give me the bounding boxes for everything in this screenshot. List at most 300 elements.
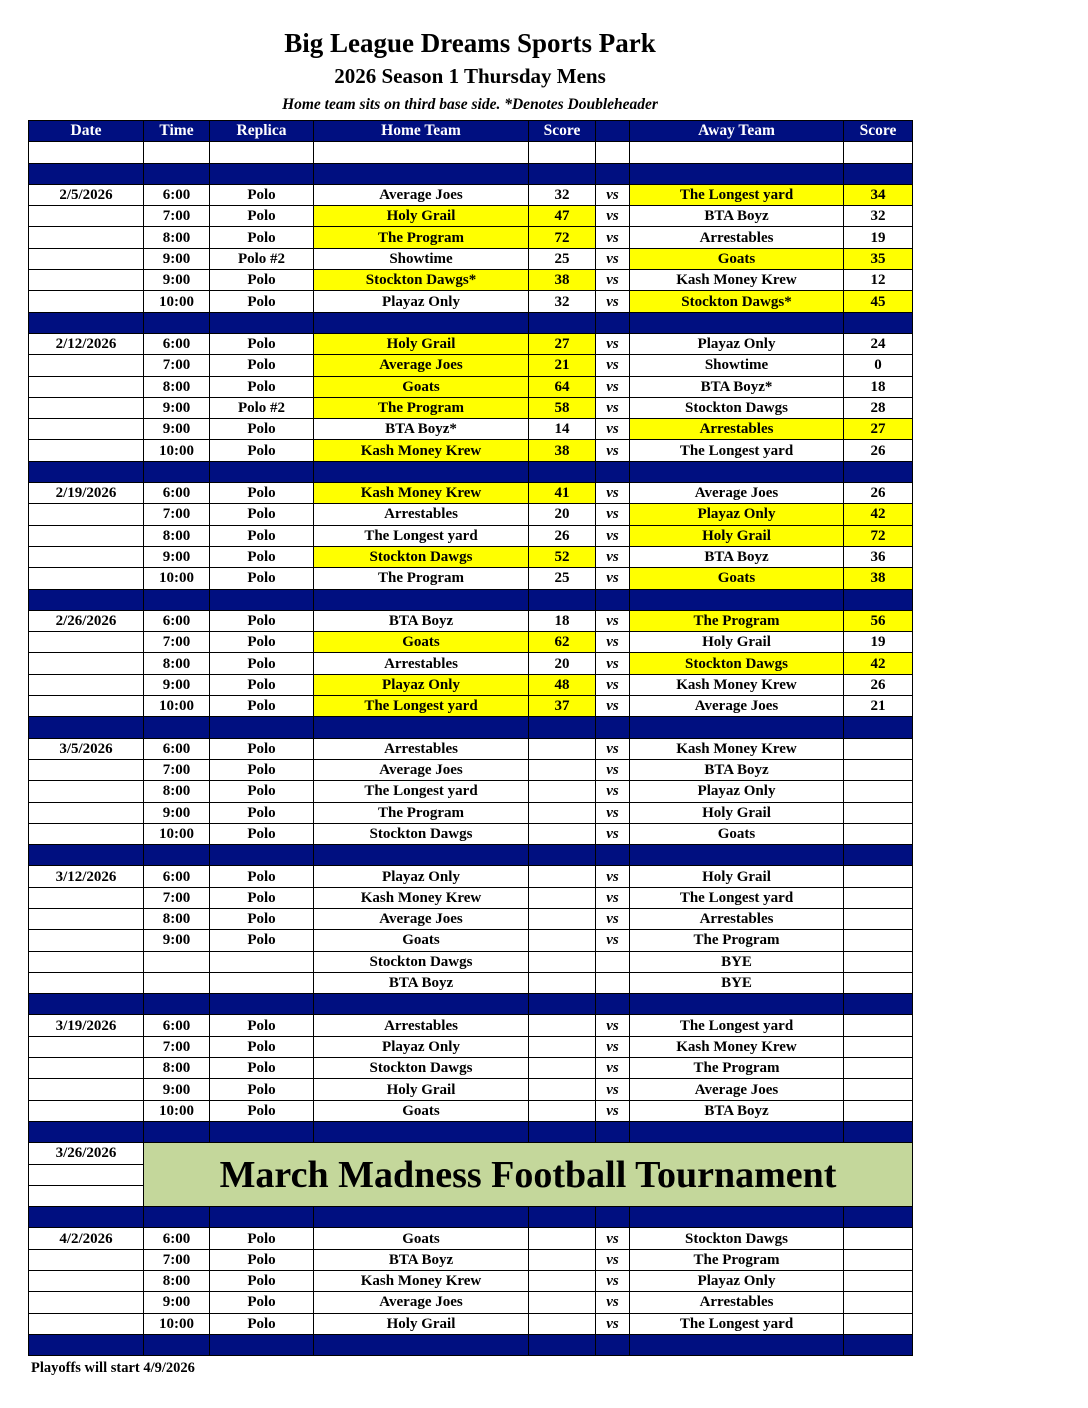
separator-cell — [596, 312, 630, 333]
vs-label: vs — [596, 781, 630, 802]
home-score — [529, 887, 596, 908]
game-time: 7:00 — [144, 1249, 210, 1270]
game-row — [29, 781, 913, 802]
away-team: BYE — [630, 972, 844, 993]
game-time: 9:00 — [144, 419, 210, 440]
home-team: Kash Money Krew — [314, 440, 529, 461]
separator-cell — [29, 1121, 144, 1142]
home-score: 26 — [529, 525, 596, 546]
away-team: Goats — [630, 568, 844, 589]
away-team: Showtime — [630, 355, 844, 376]
separator-cell — [144, 312, 210, 333]
game-time: 6:00 — [144, 1228, 210, 1249]
game-replica: Polo — [210, 546, 314, 567]
game-row — [29, 1079, 913, 1100]
separator-cell — [844, 589, 913, 610]
home-team: Stockton Dawgs — [314, 1058, 529, 1079]
week-date: 2/26/2026 — [29, 610, 144, 631]
game-row — [29, 632, 913, 653]
vs-label: vs — [596, 483, 630, 504]
home-team: The Program — [314, 227, 529, 248]
game-row — [29, 291, 913, 312]
home-team: Goats — [314, 1100, 529, 1121]
schedule-note: Home team sits on third base side. *Denotes Doubleheader — [282, 96, 658, 113]
home-team: Average Joes — [314, 759, 529, 780]
home-team: Stockton Dawgs* — [314, 270, 529, 291]
vs-label: vs — [596, 1249, 630, 1270]
game-replica: Polo — [210, 930, 314, 951]
separator-cell — [630, 1121, 844, 1142]
away-team: Average Joes — [630, 1079, 844, 1100]
away-score — [844, 781, 913, 802]
empty-cell — [596, 972, 630, 993]
game-replica: Polo — [210, 333, 314, 354]
game-replica: Polo — [210, 419, 314, 440]
game-time: 7:00 — [144, 887, 210, 908]
separator-cell — [210, 717, 314, 738]
away-score — [844, 1313, 913, 1334]
away-score — [844, 1058, 913, 1079]
game-time: 7:00 — [144, 759, 210, 780]
game-row — [29, 908, 913, 929]
home-team: Holy Grail — [314, 206, 529, 227]
empty-cell — [29, 887, 144, 908]
empty-cell — [29, 504, 144, 525]
home-team: The Program — [314, 568, 529, 589]
away-score — [844, 823, 913, 844]
col-header-time: Time — [144, 121, 210, 142]
game-row — [29, 653, 913, 674]
away-score: 38 — [844, 568, 913, 589]
away-team: Arrestables — [630, 419, 844, 440]
separator-cell — [29, 717, 144, 738]
home-team: Kash Money Krew — [314, 483, 529, 504]
separator-cell — [844, 1334, 913, 1355]
game-row — [29, 397, 913, 418]
away-team: Stockton Dawgs — [630, 397, 844, 418]
separator-cell — [630, 1334, 844, 1355]
game-row — [29, 270, 913, 291]
home-team: BTA Boyz* — [314, 419, 529, 440]
home-team: Average Joes — [314, 184, 529, 205]
week-date: 2/5/2026 — [29, 184, 144, 205]
empty-cell — [529, 142, 596, 163]
separator-cell — [314, 845, 529, 866]
empty-cell — [29, 972, 144, 993]
separator-cell — [529, 1207, 596, 1228]
separator-cell — [596, 1121, 630, 1142]
col-header-home-score: Score — [529, 121, 596, 142]
home-team: BTA Boyz — [314, 610, 529, 631]
home-score: 52 — [529, 546, 596, 567]
vs-label: vs — [596, 1228, 630, 1249]
game-time: 8:00 — [144, 1271, 210, 1292]
empty-cell — [29, 759, 144, 780]
home-score — [529, 1079, 596, 1100]
game-row — [29, 248, 913, 269]
game-time: 6:00 — [144, 866, 210, 887]
away-team: The Longest yard — [630, 184, 844, 205]
game-time: 9:00 — [144, 270, 210, 291]
away-team: Goats — [630, 823, 844, 844]
game-row — [29, 674, 913, 695]
vs-label: vs — [596, 802, 630, 823]
home-team: Goats — [314, 632, 529, 653]
home-team: The Program — [314, 397, 529, 418]
vs-label: vs — [596, 184, 630, 205]
separator-cell — [529, 461, 596, 482]
empty-cell — [29, 376, 144, 397]
away-team: BTA Boyz — [630, 1100, 844, 1121]
separator-cell — [844, 1207, 913, 1228]
separator-cell — [596, 994, 630, 1015]
vs-label: vs — [596, 696, 630, 717]
home-score: 25 — [529, 248, 596, 269]
empty-cell — [29, 930, 144, 951]
game-replica: Polo — [210, 823, 314, 844]
home-score — [529, 1313, 596, 1334]
vs-label: vs — [596, 1313, 630, 1334]
away-score: 12 — [844, 270, 913, 291]
home-team: Average Joes — [314, 355, 529, 376]
empty-cell — [29, 1249, 144, 1270]
week-separator — [29, 589, 913, 610]
away-score: 45 — [844, 291, 913, 312]
home-score — [529, 1015, 596, 1036]
game-time: 8:00 — [144, 525, 210, 546]
away-score: 36 — [844, 546, 913, 567]
game-row — [29, 1036, 913, 1057]
separator-cell — [144, 163, 210, 184]
home-score — [529, 823, 596, 844]
vs-label: vs — [596, 376, 630, 397]
game-time: 10:00 — [144, 568, 210, 589]
away-score: 18 — [844, 376, 913, 397]
page-subtitle: 2026 Season 1 Thursday Mens — [334, 64, 606, 88]
away-score: 21 — [844, 696, 913, 717]
away-score — [844, 972, 913, 993]
home-team: Stockton Dawgs — [314, 546, 529, 567]
separator-cell — [29, 1334, 144, 1355]
game-time: 10:00 — [144, 1313, 210, 1334]
home-team: BTA Boyz — [314, 972, 529, 993]
game-replica: Polo — [210, 1271, 314, 1292]
separator-cell — [314, 717, 529, 738]
empty-cell — [144, 142, 210, 163]
separator-cell — [29, 845, 144, 866]
col-header-vs — [596, 121, 630, 142]
home-team: Playaz Only — [314, 1036, 529, 1057]
empty-cell — [29, 802, 144, 823]
away-team: The Longest yard — [630, 1313, 844, 1334]
home-team: Kash Money Krew — [314, 1271, 529, 1292]
game-replica: Polo — [210, 355, 314, 376]
away-score — [844, 908, 913, 929]
home-score: 32 — [529, 291, 596, 312]
separator-cell — [529, 312, 596, 333]
home-score: 64 — [529, 376, 596, 397]
week-separator — [29, 1334, 913, 1355]
home-score: 72 — [529, 227, 596, 248]
home-team: Stockton Dawgs — [314, 823, 529, 844]
vs-label: vs — [596, 674, 630, 695]
home-team: Playaz Only — [314, 291, 529, 312]
home-team: Showtime — [314, 248, 529, 269]
empty-cell — [29, 525, 144, 546]
week-separator — [29, 1207, 913, 1228]
game-replica: Polo — [210, 376, 314, 397]
page-title: Big League Dreams Sports Park — [284, 28, 656, 58]
away-score: 19 — [844, 632, 913, 653]
empty-cell — [29, 653, 144, 674]
empty-cell — [29, 674, 144, 695]
home-team: BTA Boyz — [314, 1249, 529, 1270]
separator-cell — [210, 589, 314, 610]
game-replica: Polo — [210, 610, 314, 631]
away-team: Holy Grail — [630, 632, 844, 653]
game-replica: Polo — [210, 1015, 314, 1036]
vs-label: vs — [596, 887, 630, 908]
empty-cell — [596, 951, 630, 972]
away-team: Kash Money Krew — [630, 1036, 844, 1057]
game-replica — [210, 972, 314, 993]
away-team: BTA Boyz — [630, 759, 844, 780]
vs-label: vs — [596, 546, 630, 567]
away-score: 34 — [844, 184, 913, 205]
game-time: 9:00 — [144, 674, 210, 695]
home-team: The Longest yard — [314, 781, 529, 802]
game-replica: Polo — [210, 887, 314, 908]
away-score — [844, 1292, 913, 1313]
game-row — [29, 1313, 913, 1334]
separator-cell — [844, 461, 913, 482]
week-separator — [29, 994, 913, 1015]
separator-cell — [630, 994, 844, 1015]
home-score: 32 — [529, 184, 596, 205]
game-time: 8:00 — [144, 376, 210, 397]
game-time: 10:00 — [144, 440, 210, 461]
home-team: Playaz Only — [314, 674, 529, 695]
home-team: The Longest yard — [314, 696, 529, 717]
home-score — [529, 951, 596, 972]
game-replica: Polo — [210, 1313, 314, 1334]
home-team: The Program — [314, 802, 529, 823]
separator-cell — [529, 589, 596, 610]
separator-cell — [630, 1207, 844, 1228]
col-header-date: Date — [29, 121, 144, 142]
separator-cell — [630, 312, 844, 333]
vs-label: vs — [596, 1079, 630, 1100]
away-score: 42 — [844, 653, 913, 674]
home-team: Goats — [314, 1228, 529, 1249]
home-score — [529, 1036, 596, 1057]
home-score — [529, 1228, 596, 1249]
home-score — [529, 1271, 596, 1292]
home-score: 37 — [529, 696, 596, 717]
vs-label: vs — [596, 1271, 630, 1292]
separator-cell — [844, 1121, 913, 1142]
game-replica: Polo — [210, 291, 314, 312]
away-team: The Longest yard — [630, 887, 844, 908]
vs-label: vs — [596, 653, 630, 674]
game-row — [29, 887, 913, 908]
away-score — [844, 802, 913, 823]
away-score: 26 — [844, 440, 913, 461]
game-row — [29, 759, 913, 780]
empty-cell — [29, 568, 144, 589]
vs-label: vs — [596, 1292, 630, 1313]
game-replica: Polo — [210, 206, 314, 227]
separator-cell — [144, 589, 210, 610]
empty-cell — [29, 1313, 144, 1334]
game-time: 6:00 — [144, 738, 210, 759]
home-score — [529, 866, 596, 887]
away-team: The Longest yard — [630, 440, 844, 461]
separator-cell — [596, 589, 630, 610]
game-replica: Polo — [210, 1100, 314, 1121]
game-time: 6:00 — [144, 483, 210, 504]
away-team: The Program — [630, 1249, 844, 1270]
away-score — [844, 1036, 913, 1057]
game-row — [29, 525, 913, 546]
vs-label: vs — [596, 1015, 630, 1036]
separator-cell — [144, 461, 210, 482]
away-team: Holy Grail — [630, 802, 844, 823]
home-score: 20 — [529, 653, 596, 674]
game-row — [29, 227, 913, 248]
empty-cell — [29, 546, 144, 567]
away-score — [844, 1015, 913, 1036]
separator-cell — [529, 1121, 596, 1142]
home-score: 21 — [529, 355, 596, 376]
vs-label: vs — [596, 355, 630, 376]
away-score: 26 — [844, 483, 913, 504]
separator-cell — [596, 461, 630, 482]
game-replica: Polo — [210, 227, 314, 248]
away-score: 27 — [844, 419, 913, 440]
empty-cell — [596, 142, 630, 163]
away-team: The Longest yard — [630, 1015, 844, 1036]
home-score — [529, 738, 596, 759]
empty-cell — [844, 142, 913, 163]
empty-cell — [29, 1164, 144, 1185]
separator-cell — [210, 163, 314, 184]
week-date: 2/12/2026 — [29, 333, 144, 354]
game-replica: Polo — [210, 759, 314, 780]
empty-cell — [29, 440, 144, 461]
game-row — [29, 483, 913, 504]
vs-label: vs — [596, 908, 630, 929]
away-score — [844, 1249, 913, 1270]
game-time: 9:00 — [144, 930, 210, 951]
game-row — [29, 866, 913, 887]
separator-cell — [529, 163, 596, 184]
away-team: Playaz Only — [630, 504, 844, 525]
vs-label: vs — [596, 568, 630, 589]
separator-cell — [29, 461, 144, 482]
home-score: 41 — [529, 483, 596, 504]
away-team: Arrestables — [630, 908, 844, 929]
col-header-home-team: Home Team — [314, 121, 529, 142]
game-row — [29, 930, 913, 951]
separator-cell — [596, 845, 630, 866]
home-score: 58 — [529, 397, 596, 418]
away-team: Stockton Dawgs — [630, 653, 844, 674]
home-score: 47 — [529, 206, 596, 227]
away-score — [844, 759, 913, 780]
week-date: 3/19/2026 — [29, 1015, 144, 1036]
separator-cell — [529, 994, 596, 1015]
week-date: 2/19/2026 — [29, 483, 144, 504]
header-row — [29, 121, 913, 142]
home-score: 38 — [529, 270, 596, 291]
week-separator — [29, 717, 913, 738]
vs-label: vs — [596, 866, 630, 887]
game-time: 9:00 — [144, 1079, 210, 1100]
game-time: 9:00 — [144, 1292, 210, 1313]
separator-cell — [210, 845, 314, 866]
game-replica: Polo — [210, 866, 314, 887]
home-score — [529, 1100, 596, 1121]
game-replica: Polo — [210, 483, 314, 504]
home-team: Arrestables — [314, 653, 529, 674]
vs-label: vs — [596, 1100, 630, 1121]
game-time: 7:00 — [144, 206, 210, 227]
game-time: 9:00 — [144, 397, 210, 418]
game-replica: Polo — [210, 270, 314, 291]
away-team: Kash Money Krew — [630, 674, 844, 695]
vs-label: vs — [596, 525, 630, 546]
vs-label: vs — [596, 206, 630, 227]
empty-cell — [29, 951, 144, 972]
week-separator — [29, 312, 913, 333]
away-score — [844, 887, 913, 908]
col-header-away-score: Score — [844, 121, 913, 142]
game-replica: Polo — [210, 802, 314, 823]
empty-cell — [29, 397, 144, 418]
empty-cell — [29, 291, 144, 312]
home-team: Holy Grail — [314, 333, 529, 354]
game-row — [29, 568, 913, 589]
home-team: Arrestables — [314, 1015, 529, 1036]
away-team: Average Joes — [630, 483, 844, 504]
empty-cell — [29, 142, 144, 163]
empty-cell — [29, 1036, 144, 1057]
empty-cell — [210, 142, 314, 163]
away-score — [844, 1079, 913, 1100]
game-row — [29, 1292, 913, 1313]
away-score — [844, 1100, 913, 1121]
home-score: 38 — [529, 440, 596, 461]
game-replica: Polo — [210, 653, 314, 674]
game-replica: Polo — [210, 1036, 314, 1057]
home-team: Holy Grail — [314, 1079, 529, 1100]
home-score — [529, 1058, 596, 1079]
home-score: 25 — [529, 568, 596, 589]
game-time: 7:00 — [144, 504, 210, 525]
game-replica: Polo — [210, 1058, 314, 1079]
away-team: Playaz Only — [630, 333, 844, 354]
away-score: 24 — [844, 333, 913, 354]
empty-cell — [29, 1079, 144, 1100]
vs-label: vs — [596, 1058, 630, 1079]
empty-cell — [29, 696, 144, 717]
away-team: Kash Money Krew — [630, 270, 844, 291]
home-score — [529, 930, 596, 951]
home-score — [529, 781, 596, 802]
game-row — [29, 1100, 913, 1121]
game-time: 6:00 — [144, 1015, 210, 1036]
